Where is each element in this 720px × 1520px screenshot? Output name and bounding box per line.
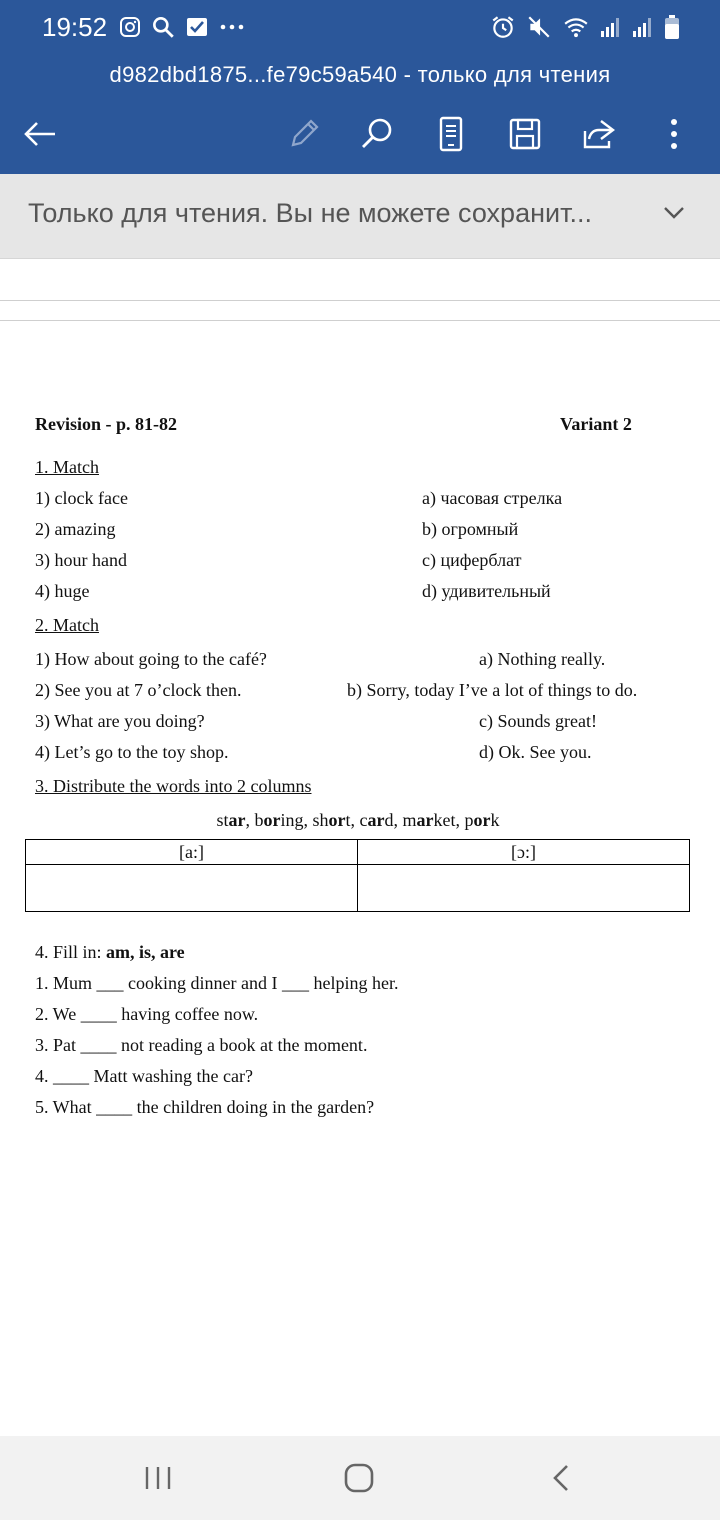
banner-text: Только для чтения. Вы не можете сохранит... [28,198,592,228]
match2-left-item: 1) How about going to the café? [35,649,267,669]
pencil-icon [287,117,321,151]
fill-in-item: 3. Pat ____ not reading a book at the moment. [35,1035,368,1055]
status-notification-icons [118,14,246,40]
edit-button[interactable] [280,110,328,158]
document-title: d982dbd1875...fe79c59a540 - только для чтения [109,62,611,87]
variant-label: Variant 2 [560,414,632,434]
section-4-title: 4. Fill in: am, is, are [35,942,185,962]
reading-view-button[interactable] [427,110,475,158]
signal-icon [600,15,622,39]
page-divider [0,300,720,301]
chevron-down-icon [662,200,686,224]
column-header-o: [ɔ:] [358,840,690,865]
phone-layout-icon [438,116,464,152]
instagram-icon [118,15,142,39]
fill-in-item: 1. Mum ___ cooking dinner and I ___ helping her. [35,973,399,993]
section-1-title: 1. Match [35,457,99,477]
save-button[interactable] [501,110,549,158]
word: boring, [254,810,313,830]
match1-right-item: d) удивительный [422,581,551,601]
word: card, [359,810,403,830]
section-2-title: 2. Match [35,615,99,635]
recent-apps-icon [143,1464,173,1492]
banner-expand-button[interactable] [662,200,686,229]
mute-icon [526,14,552,40]
navigation-bar [0,1436,720,1520]
match2-right-item: c) Sounds great! [479,711,597,731]
match2-right-item: d) Ok. See you. [479,742,592,762]
match1-right-item: c) циферблат [422,550,522,570]
more-options-button[interactable] [650,110,698,158]
more-vertical-icon [669,117,679,151]
match2-left-item: 2) See you at 7 o’clock then. [35,680,242,700]
word: market, [402,810,465,830]
battery-icon [664,14,680,40]
fill-in-item: 4. ____ Matt washing the car? [35,1066,253,1086]
share-icon [581,117,617,151]
status-time: 19:52 [42,12,108,42]
checkbox-notification-icon [184,15,210,39]
column-cell-a [26,865,358,912]
match2-left-item: 4) Let’s go to the toy shop. [35,742,229,762]
home-button[interactable] [339,1458,379,1498]
back-chevron-icon [551,1463,571,1493]
arrow-left-icon [22,119,58,149]
alarm-icon [490,14,516,40]
recent-apps-button[interactable] [138,1458,178,1498]
match2-right-item: b) Sorry, today I’ve a lot of things to do. [347,680,638,700]
fill-in-item: 5. What ____ the children doing in the garden? [35,1097,375,1117]
app-header [0,56,720,174]
match1-left-item: 3) hour hand [35,550,127,570]
match2-right-item: a) Nothing really. [479,649,606,669]
wifi-icon [562,14,590,40]
search-notification-icon [150,14,176,40]
signal-2-icon [632,15,654,39]
fill-in-item: 2. We ____ having coffee now. [35,1004,259,1024]
home-icon [343,1462,375,1494]
match1-left-item: 2) amazing [35,519,116,539]
match1-right-item: a) часовая стрелка [422,488,563,508]
word-list [0,810,716,831]
search-icon [359,116,395,152]
word: pork [464,810,500,830]
section-3-title: 3. Distribute the words into 2 columns [35,776,312,796]
status-system-icons [490,14,680,40]
sound-columns-table [25,839,690,912]
match2-left-item: 3) What are you doing? [35,711,205,731]
share-button[interactable] [575,110,623,158]
back-button[interactable] [16,110,64,158]
worksheet-heading: Revision - p. 81-82 [35,414,178,434]
back-nav-button[interactable] [541,1458,581,1498]
word: short, [312,810,360,830]
match1-left-item: 1) clock face [35,488,128,508]
status-bar [0,0,720,56]
save-icon [508,117,542,151]
column-header-a: [a:] [26,840,358,865]
match1-left-item: 4) huge [35,581,90,601]
page-top-edge [0,320,720,321]
column-cell-o [358,865,690,912]
search-button[interactable] [353,110,401,158]
match1-right-item: b) огромный [422,519,519,539]
read-only-banner[interactable] [0,174,720,259]
word: star, [216,810,255,830]
more-notifications-icon [218,15,246,39]
